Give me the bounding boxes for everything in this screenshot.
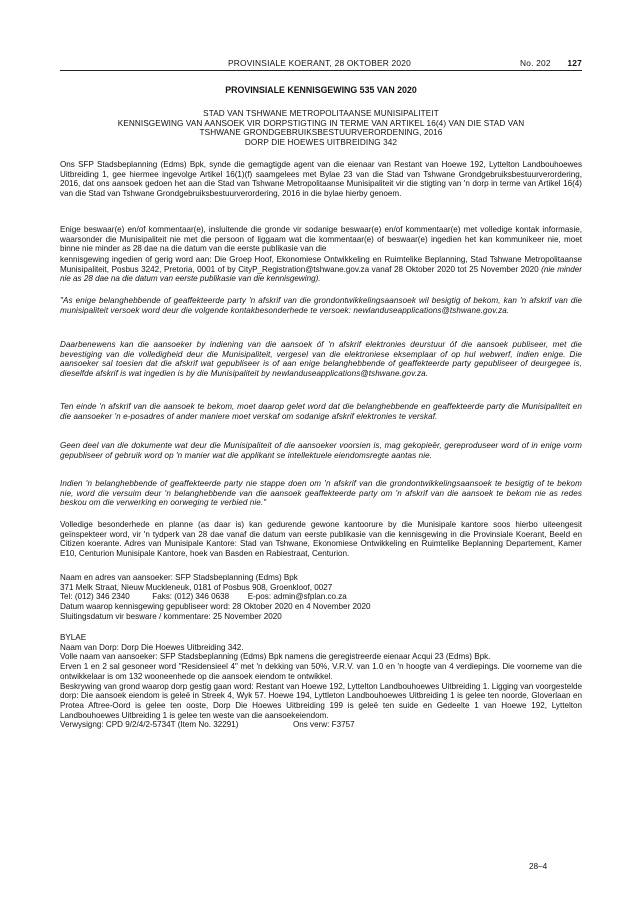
heading-line: STAD VAN TSHWANE METROPOLITAANSE MUNISIPALITEIT — [203, 109, 439, 118]
our-reference: Ons verw: F3757 — [292, 720, 355, 730]
applicant-contact — [60, 573, 582, 622]
publication-title: PROVINSIALE KOERANT, 28 OKTOBER 2020 — [228, 58, 411, 68]
issue-number: No. 202 — [520, 58, 551, 68]
italic-paragraph-2: Daarbenewens kan die aansoeker by indiening van die aansoek óf 'n afskrif elektronies deurstuur óf die aansoek publiseer, met die bevestiging van die volledigheid deur die Munisipaliteit, vergesel van die elektroniese eksemplaar of op hul webwerf, indien enige. Die aansoeker sal toesien dat die afskrif wat gepubliseer is of aan enige belanghebbende of geaffekteerde party gepubliseer of deurgegee is, dieselfde afskrif is wat ingedien is by die Munisipaliteit by newlanduseapplications@tshwane.gov.za. — [60, 340, 582, 379]
publication-dates: Datum waarop kennisgewing gepubliseer word: 28 Oktober 2020 en 4 November 2020 — [60, 602, 371, 612]
page-header — [60, 56, 582, 70]
annexure-label: BYLAE — [60, 633, 87, 642]
inspection-paragraph: Volledige besonderhede en planne (as daar is) kan gedurende gewone kantoorure by die Munisipale kantore soos hierbo uiteengesit geïnspekteer word, vir 'n tydperk van 28 dae vanaf die datum van eerste publikasie van die kennisgewing in die Provinsiale Koerant, Beeld en Citizen koerante. Adres van Munisipale Kantore: Stad van Tshwane, Ekonomiese Ontwikkeling en Ruimtelike Beplanning Departement, Kamer E10, Centurion Munisipale Kantore, hoek van Basden en Rabiestraat, Centurion. — [60, 520, 582, 559]
objections-paragraph: Enige beswaar(e) en/of kommentaar(e), insluitende die gronde vir sodanige beswaar(e) en/of kommentaar(e) met volledige kontak informasie, waarsonder die Munisipaliteit nie met die persoon of liggaam wat die kommentaar(e) of beswaar(e) ingedien het kan kommunikeer nie, moet binne nie minder as 28 dae na die datum van die eerste publikasie van die — [60, 225, 582, 254]
reference-line — [60, 720, 582, 730]
submission-text: kennisgewing ingedien of gerig word aan: Die Groep Hoof, Ekonomiese Ontwikkeling en Ruimtelike Beplanning, Stad Tshwane Metropolitaanse Munisipaliteit, Posbus 3242, Pretoria, 0001 of by CityP_Registration@tshwane.gov.za vanaf 28 Oktober 2020 tot 25 November 2020 — [60, 255, 582, 274]
submission-note: (nie minder nie as 28 dae na die datum van eerste publikasie van die kennisgewing). — [60, 264, 582, 284]
fax: Faks: (012) 346 0638 — [152, 592, 230, 602]
reference-number: Verwysigng: CPD 9/2/4/2-5734T (Item No. 32291) — [60, 720, 239, 730]
notice-headings — [60, 109, 582, 147]
telephone: Tel: (012) 346 2340 — [60, 592, 130, 602]
submission-paragraph — [60, 255, 582, 284]
header-rule — [60, 70, 582, 71]
closing-date: Sluitingsdatum vir besware / kommentare: 25 November 2020 — [60, 611, 282, 621]
heading-line: DORP DIE HOEWES UITBREIDING 342 — [244, 137, 398, 147]
italic-paragraph-5: Indien 'n belanghebbende of geaffekteerde party nie stappe doen om 'n afskrif van die grondontwikkelingsaansoek te besigtig of te bekom nie, word die versuim deur 'n belanghebbende van die aansoek geaffekteerde party om 'n afskrif van die aansoek te bekom nie as redes beskou om die verwerking en oorweging te verbied nie." — [60, 479, 582, 508]
heading-line: KENNISGEWING VAN AANSOEK VIR DORPSTIGTING IN TERME VAN ARTIKEL 16(4) VAN DIE STAD VAN — [117, 118, 525, 128]
contact-line — [60, 592, 582, 602]
applicant-address: 371 Melk Straat, Nieuw Muckleneuk, 0181 of Posbus 908, Groenkloof, 0027 — [60, 582, 333, 592]
applicant-full-name: Volle naam van aansoeker: SFP Stadsbeplanning (Edms) Bpk namens die geregistreerde eienaar Acqui 23 (Edms) Bpk. — [60, 652, 491, 662]
land-description: Beskrywing van grond waarop dorp gestig gaan word: Restant van Hoewe 192, Lyttelton Landbouhoewes Uitbreiding 1. Ligging van voorgestelde dorp: Die aansoek eiendom is geleë in Streek 4, Wyk 57. Hoewe 194, Lyttleton Landbouhoewes Uitbreiding 1 is gelee ten noorde, Gloverlaan en Protea Aftree-Oord is gelee ten ooste, Dorp Die Hoewes Uitbreiding 199 is geleë ten suide en Gedeelte 1 van Hoewe 192, Lyttelton Landbouhoewes Uitbreiding 1 is gelee ten weste van die aansoekeiendom. — [60, 681, 582, 720]
italic-paragraph-4: Geen deel van die dokumente wat deur die Munisipaliteit of die aansoeker voorsien is, mag gekopieër, gereproduseer word of in enige vorm gepubliseer of gebruik word op 'n manier wat die applikant se intellektuele eiendomsregte aantas nie. — [60, 441, 582, 460]
intro-paragraph: Ons SFP Stadsbeplanning (Edms) Bpk, synde die gemagtigde agent van die eienaar van Restant van Hoewe 192, Lyttelton Landbouhoewes Uitbreiding 1, gee hiermee ingevolge Artikel 16(1)(f) saamgelees met Bylae 23 van die Stad van Tshwane Grondgebruiksbestuurverordering, 2016, dat ons aansoek gedoen het aan die Stad van Tshwane Metropolitaanse Munisipaliteit vir die stigting van 'n dorp in terme van Artikel 16(4) van die Stad van Tshwane Grondgebruiksbestuurverordering, 2016 in die bylae hierby genoem. — [60, 160, 582, 199]
applicant-name: Naam en adres van aansoeker: SFP Stadsbeplanning (Edms) Bpk — [60, 573, 298, 582]
notice-code: 28–4 — [529, 862, 548, 871]
italic-paragraph-1: "As enige belanghebbende of geaffekteerde party 'n afskrif van die grondontwikkelingsaansoek wil besigtig of bekom, kan 'n afskrif van die munisipaliteit versoek word deur die volgende kontakbesonderhede te versoek: newlanduseapplications@tshwane.gov.za. — [60, 296, 582, 315]
notice-title: PROVINSIALE KENNISGEWING 535 VAN 2020 — [225, 85, 417, 95]
page-number: 127 — [567, 58, 582, 68]
erven-zoning: Erven 1 en 2 sal gesoneer word "Residensieel 4" met 'n dekking van 50%, V.R.V. van 1.0 en 'n hoogte van 4 verdiepings. Die voorneme van die ontwikkelaar is om 132 wooneenhede op die aansoek eiendom te ontwikkel. — [60, 662, 582, 681]
email: E-pos: admin@sfplan.co.za — [247, 592, 347, 602]
italic-paragraph-3: Ten einde 'n afskrif van die aansoek te bekom, moet daarop gelet word dat die belanghebbende en geaffekteerde party die Munisipaliteit en die aansoeker 'n e-posadres of ander maniere moet verskaf om sodanige afskrif elektronies te verskaf. — [60, 402, 582, 421]
heading-line: TSHWANE GRONDGEBRUIKSBESTUURVERORDENING, 2016 — [199, 128, 443, 138]
annexure — [60, 633, 582, 730]
town-name: Naam van Dorp: Dorp Die Hoewes Uitbreiding 342. — [60, 642, 244, 652]
